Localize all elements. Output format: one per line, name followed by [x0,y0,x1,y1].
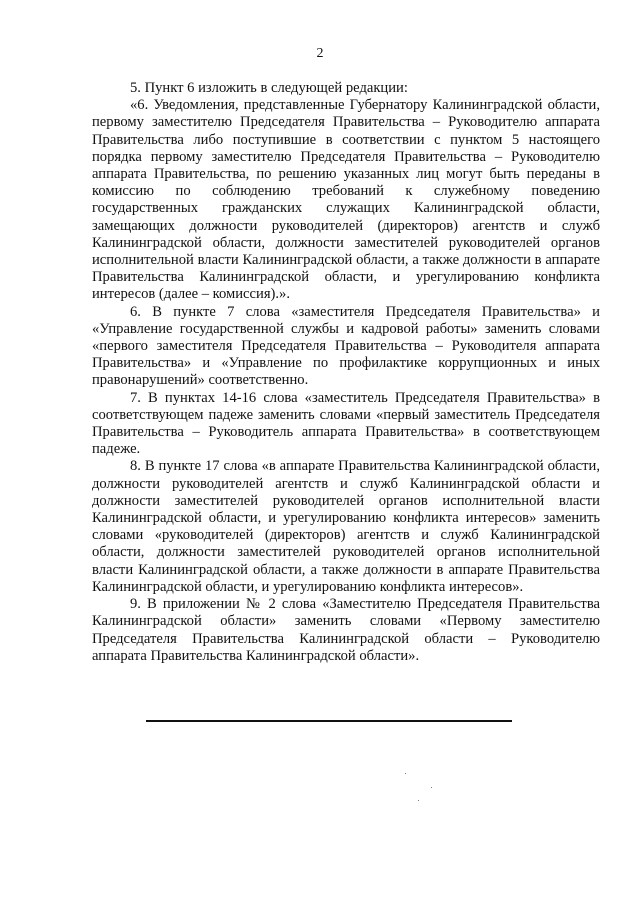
paragraph-item-6-quoted: «6. Уведомления, представленные Губернатору Калининградской области, первому заместителю Председателя Правительства – Руководителю аппарата Правительства либо поступившие в соответствии с пунктом 5 настоящего порядка первому заместителю Председателя Правительства – Руководителю аппарата Правительства, по решению указанных лиц могут быть переданы в комиссию по соблюдению требований к служебному поведению государственных гражданских служащих Калининградской области, замещающих должности руководителей (директоров) агентств и служб Калининградской области, должности заместителей руководителей органов исполнительной власти Калининградской области, а также должности в аппарате Правительства Калининградской области, и урегулированию конфликта интересов (далее – комиссия).». [92,97,600,303]
paragraph-item-8: 8. В пункте 17 слова «в аппарате Правительства Калининградской области, должности руководителей агентств и служб Калининградской области и должности заместителей руководителей органов исполнительной власти Калининградской области, и урегулированию конфликта интересов» заменить словами «руководителей (директоров) агентств и служб Калининградской области, должности заместителей руководителей органов исполнительной власти Калининградской области, а также должности в аппарате Правительства Калининградской области, и урегулированию конфликта интересов». [92,458,600,595]
scan-speck [405,773,406,774]
page-number: 2 [316,46,324,61]
paragraph-item-9: 9. В приложении № 2 слова «Заместителю Председателя Правительства Калининградской области» заменить словами «Первому заместителю Председателя Правительства Калининградской области – Руководителю аппарата Правительства Калининградской области». [92,596,600,664]
document-body [92,80,600,665]
scan-speck [418,800,419,801]
scan-speck [431,787,432,788]
paragraph-item-7: 7. В пунктах 14-16 слова «заместитель Председателя Правительства» в соответствующем падеже заменить словами «первый заместитель Председателя Правительства – Руководитель аппарата Правительства» в соответствующем падеже. [92,389,600,458]
paragraph-item-6: 6. В пункте 7 слова «заместителя Председателя Правительства» и «Управление государственной службы и кадровой работы» заменить словами «первого заместителя Председателя Правительства – Руководителя аппарата Правительства» и «Управление по профилактике коррупционных и иных правонарушений» соответственно. [92,303,600,389]
closing-horizontal-rule [146,720,512,722]
paragraph-item-5: 5. Пункт 6 изложить в следующей редакции: [130,80,408,96]
